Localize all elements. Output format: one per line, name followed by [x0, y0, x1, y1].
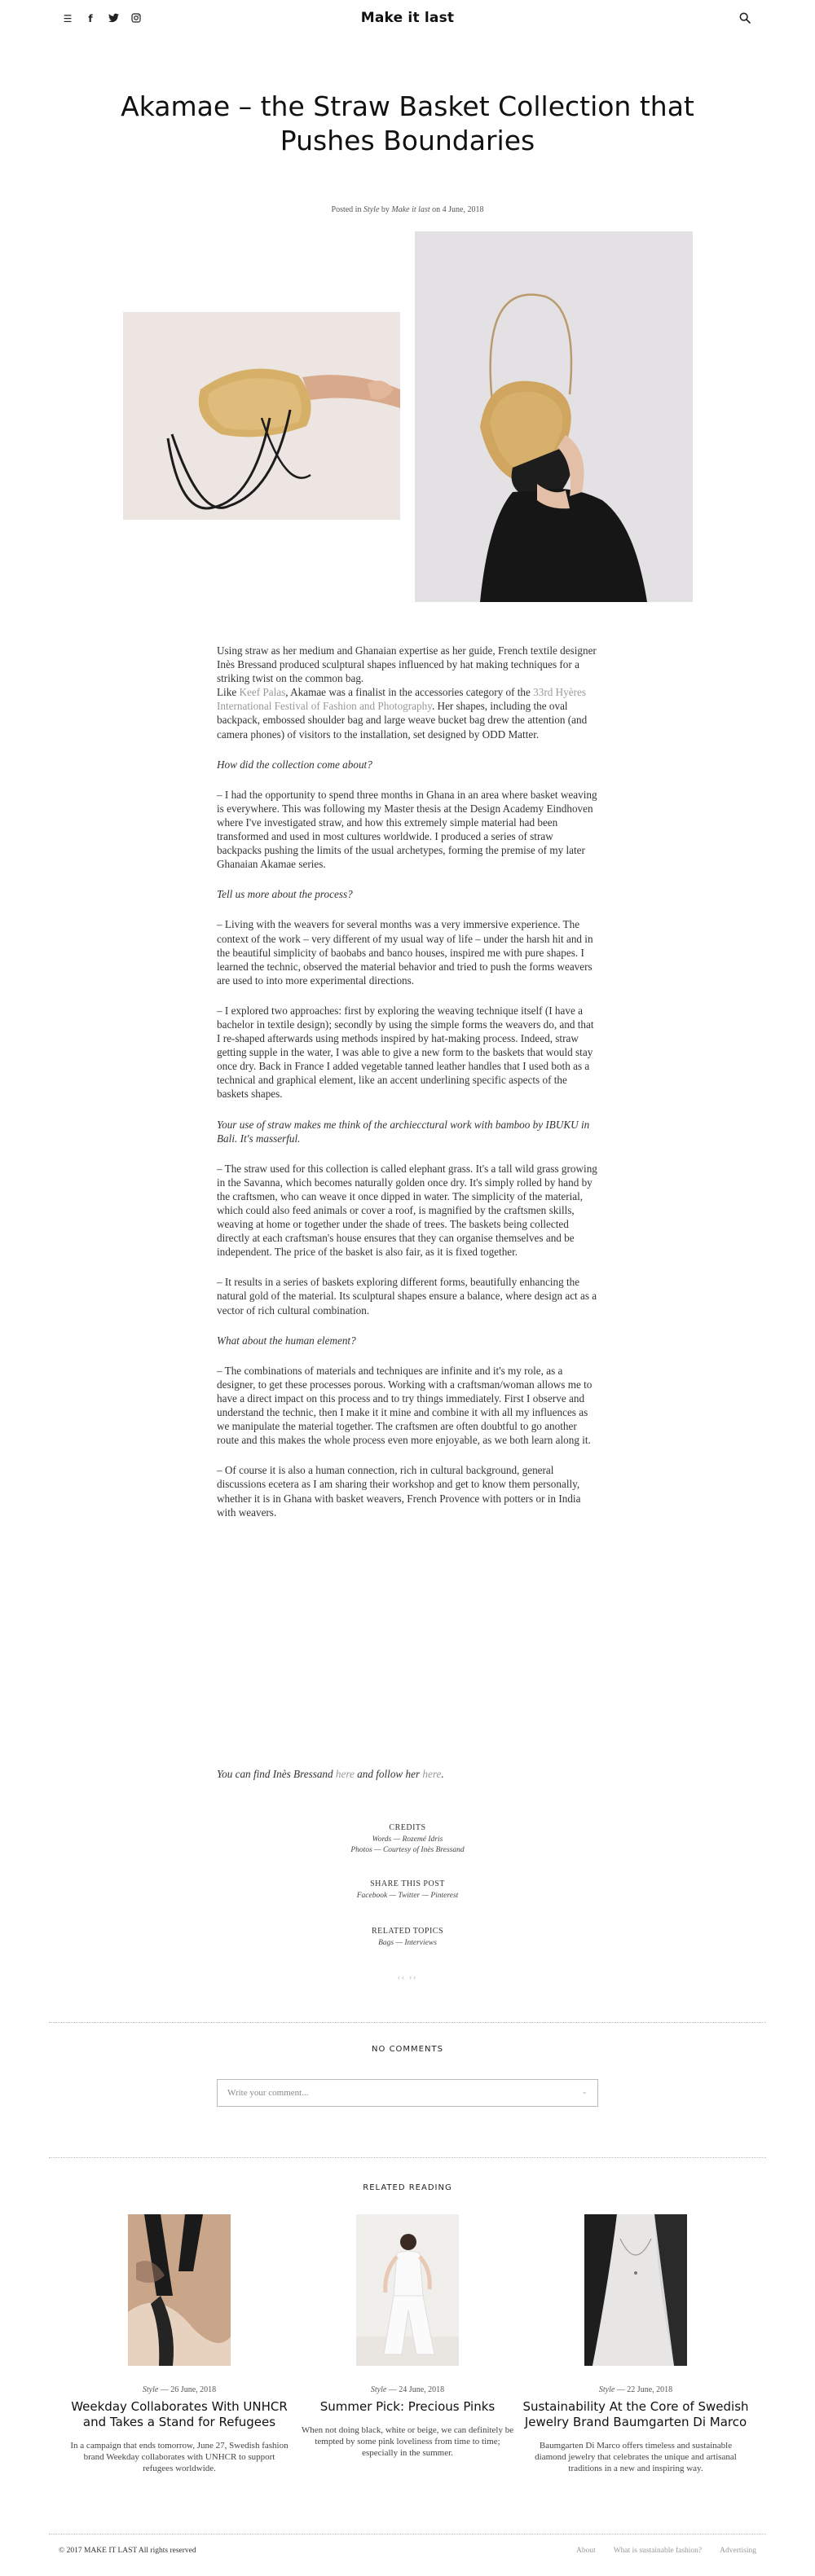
meta-by: by: [379, 205, 392, 214]
related-image-pinks[interactable]: [356, 2214, 459, 2366]
topics-links: [0, 1939, 815, 1947]
text-span: Like: [217, 686, 240, 699]
related-card[interactable]: [522, 2214, 750, 2474]
related-meta: [293, 2385, 522, 2394]
copyright: © 2017 MAKE IT LAST All rights reserved: [59, 2547, 196, 2555]
related-meta: [65, 2385, 293, 2394]
interview-answer: – Living with the weavers for several months was a very immersive experience. The context of the work – very different of my usual way of life – under the harsh hit and in the beautiful simplicity of baobabs and banco houses, inspired me with pure shapes. I learned the technic, observed the material behavior and tried to push the forms weavers are used to into more experimental directions.: [217, 918, 593, 987]
footer-link-sustainable-fashion[interactable]: What is sustainable fashion?: [613, 2547, 703, 2555]
text-span: Rozemé Idris: [402, 1835, 443, 1844]
divider: [49, 2022, 766, 2023]
interview-question: How did the collection come about?: [217, 758, 372, 771]
article-paragraph: Using straw as her medium and Ghanaian expertise as her guide, French textile designer Inès Bressand produced sculptural shapes influenced by hat making techniques for a striking twist on the common bag.: [217, 644, 597, 685]
related-reading-title: RELATED READING: [363, 2183, 452, 2192]
comment-form: [217, 2079, 598, 2107]
footer-links: [576, 2547, 756, 2555]
text-span: . Her shapes, including the oval backpack, embossed shoulder bag and large weave bucket bag drew the attention (and camera phones) of visitors to the installation, set designed by ODD Matter.: [217, 700, 588, 741]
related-date: — 26 June, 2018: [158, 2385, 217, 2394]
related-image-baumgarten[interactable]: [584, 2214, 687, 2366]
footer-link-advertising[interactable]: Advertising: [720, 2547, 756, 2555]
interview-answer: – It results in a series of baskets exploring different forms, beautifully enhancing the natural gold of the material. Its sculptural shapes ensure a balance, where design act as a vector of rich cultural combination.: [217, 1276, 597, 1317]
related-date: — 24 June, 2018: [386, 2385, 445, 2394]
article-body: [217, 644, 598, 1536]
related-desc: Baumgarten Di Marco offers timeless and sustainable diamond jewelry that celebrates the unique and artisanal traditions in a new and inspiring way.: [535, 2441, 737, 2473]
artist-social-link[interactable]: here: [422, 1768, 442, 1780]
share-twitter-link[interactable]: Twitter: [398, 1892, 421, 1900]
text-span: —: [391, 1835, 403, 1844]
post-pager[interactable]: ‹‹ ››: [397, 1973, 418, 1981]
page-title: Akamae – the Straw Basket Collection that Pushes Boundaries: [121, 90, 694, 156]
share-facebook-link[interactable]: Facebook: [356, 1892, 388, 1900]
share-links: [0, 1892, 815, 1900]
text-span: —: [387, 1892, 399, 1900]
text-span: Photos: [350, 1846, 372, 1854]
related-category[interactable]: Style: [370, 2385, 387, 2394]
topics-block: [0, 1927, 815, 1947]
find-artist-line: [217, 1768, 598, 1781]
text-span: , Akamae was a finalist in the accessories category of the: [285, 686, 534, 699]
text-span: Words: [372, 1835, 392, 1844]
post-meta: [0, 205, 815, 214]
meta-posted-in: Posted in: [331, 205, 363, 214]
interview-answer: – Of course it is also a human connection, rich in cultural background, general discussions ecetera as I am sharing their workshop and get to know them personally, whether it is in Ghana with basket weavers, French Provence with potters or in India with weavers.: [217, 1464, 581, 1519]
article-image-woman-basket: [415, 231, 693, 602]
facebook-icon[interactable]: f: [88, 13, 93, 24]
interview-answer: – I had the opportunity to spend three months in Ghana in an area where basket weaving is everywhere. This was following my Master thesis at the Design Academy Eindhoven where I've investigated straw, and how this extremely simple material had been transformed and used in most cultures worldwide. I produced a series of straw backpacks pushing the limits of the usual archetypes, forming the premise of my later Ghanaian Akamae series.: [217, 788, 597, 871]
hyeres-festival-link[interactable]: 33rd Hyères International Festival of Fashion and Photography: [217, 686, 586, 713]
site-header: [0, 0, 815, 42]
meta-author-link[interactable]: Make it last: [391, 205, 430, 214]
related-category[interactable]: Style: [142, 2385, 159, 2394]
text-span: and follow her: [354, 1768, 423, 1780]
related-desc: In a campaign that ends tomorrow, June 27, Swedish fashion brand Weekday collaborates with UNHCR to support refugees worldwide.: [70, 2441, 289, 2473]
related-desc: When not doing black, white or beige, we can definitely be tempted by some pink loveliness from time to time; especially in the summer.: [301, 2425, 514, 2458]
text-span: —: [372, 1846, 383, 1854]
footer-link-about[interactable]: About: [575, 2547, 596, 2555]
interview-answer: – The combinations of materials and techniques are infinite and it's my role, as a designer, to get these processes porous. Working with a craftsman/woman allows me to have a direct impact on this process and to try things immediately. First I observe and understand the technic, then I make it it mine and combine it with all my influences as we manipulate the material together. The craftsmen are often doubtful to go another route and this makes the whole process even more enjoyable, as we both learn along it.: [217, 1364, 593, 1447]
interview-question: Your use of straw makes me think of the archiecctural work with bamboo by IBUKU in Bali. It's masserful.: [217, 1118, 590, 1145]
related-title[interactable]: Sustainability At the Core of Swedish Jewelry Brand Baumgarten Di Marco: [522, 2399, 749, 2429]
topic-interviews-link[interactable]: Interviews: [404, 1939, 437, 1947]
share-label: SHARE THIS POST: [370, 1879, 445, 1888]
text-span: .: [441, 1768, 444, 1780]
comments-title: NO COMMENTS: [372, 2045, 443, 2054]
credits-words: [0, 1835, 815, 1844]
credits-block: [0, 1823, 815, 1854]
meta-category-link[interactable]: Style: [363, 205, 380, 214]
interview-answer: – The straw used for this collection is called elephant grass. It's a tall wild grass growing in the Savanna, which becomes naturally golden once dry. It's simply rolled by hand by the craftsmen, who can weave it once dipped in water. The simplicity of the material, which could also feed animals or cover a roof, is magnified by the craftsmen skills, weaving at home or together under the shade of trees. The baskets being collected directly at each craftsman's house ensures that they can organise themselves and be independent. The price of the basket is also fair, as it is fixed together.: [217, 1162, 597, 1259]
meta-date: on 4 June, 2018: [430, 205, 484, 214]
text-span: —: [394, 1939, 405, 1947]
keef-palas-link[interactable]: Keef Palas: [239, 686, 286, 699]
divider: [49, 2157, 766, 2158]
hamburger-icon[interactable]: ☰: [63, 13, 73, 24]
interview-question: Tell us more about the process?: [217, 888, 353, 901]
related-card[interactable]: [65, 2214, 293, 2474]
related-card[interactable]: [293, 2214, 522, 2459]
artist-site-link[interactable]: here: [335, 1768, 355, 1780]
chevron-down-icon[interactable]: ⌄: [581, 2088, 588, 2096]
credits-label: CREDITS: [389, 1823, 426, 1832]
credits-photos: [0, 1846, 815, 1854]
text-span: —: [420, 1892, 431, 1900]
related-meta: [522, 2385, 750, 2394]
related-date: — 22 June, 2018: [615, 2385, 673, 2394]
text-span: Courtesy of Inès Bressand: [382, 1846, 465, 1854]
interview-answer: – I explored two approaches: first by exploring the weaving technique itself (I have a bachelor in textile design); secondly by using the simple forms the weavers do, and that I re-shaped afterwards using methods inspired by hat-making process. Indeed, straw getting supple in the water, I was able to give a new form to the baskets that would stay once dry. Back in France I added vegetable tanned leather handles that I used both as a technical and graphical element, like an accent underlining specific aspects of the baskets shapes.: [217, 1004, 594, 1101]
search-icon[interactable]: [738, 11, 753, 26]
related-title[interactable]: Weekday Collaborates With UNHCR and Takes a Stand for Refugees: [71, 2399, 288, 2429]
share-pinterest-link[interactable]: Pinterest: [430, 1892, 459, 1900]
topics-label: RELATED TOPICS: [371, 1927, 444, 1936]
text-span: You can find Inès Bressand: [217, 1768, 336, 1780]
related-title[interactable]: Summer Pick: Precious Pinks: [319, 2399, 496, 2414]
comment-input[interactable]: [218, 2080, 560, 2106]
topic-bags-link[interactable]: Bags: [378, 1939, 394, 1947]
related-image-weekday[interactable]: [128, 2214, 231, 2366]
share-block: [0, 1879, 815, 1900]
article-paragraph: [217, 685, 598, 741]
interview-question: What about the human element?: [217, 1334, 356, 1347]
site-logo[interactable]: Make it last: [360, 10, 455, 26]
article-image-straw-bag: [123, 312, 400, 520]
related-category[interactable]: Style: [598, 2385, 615, 2394]
